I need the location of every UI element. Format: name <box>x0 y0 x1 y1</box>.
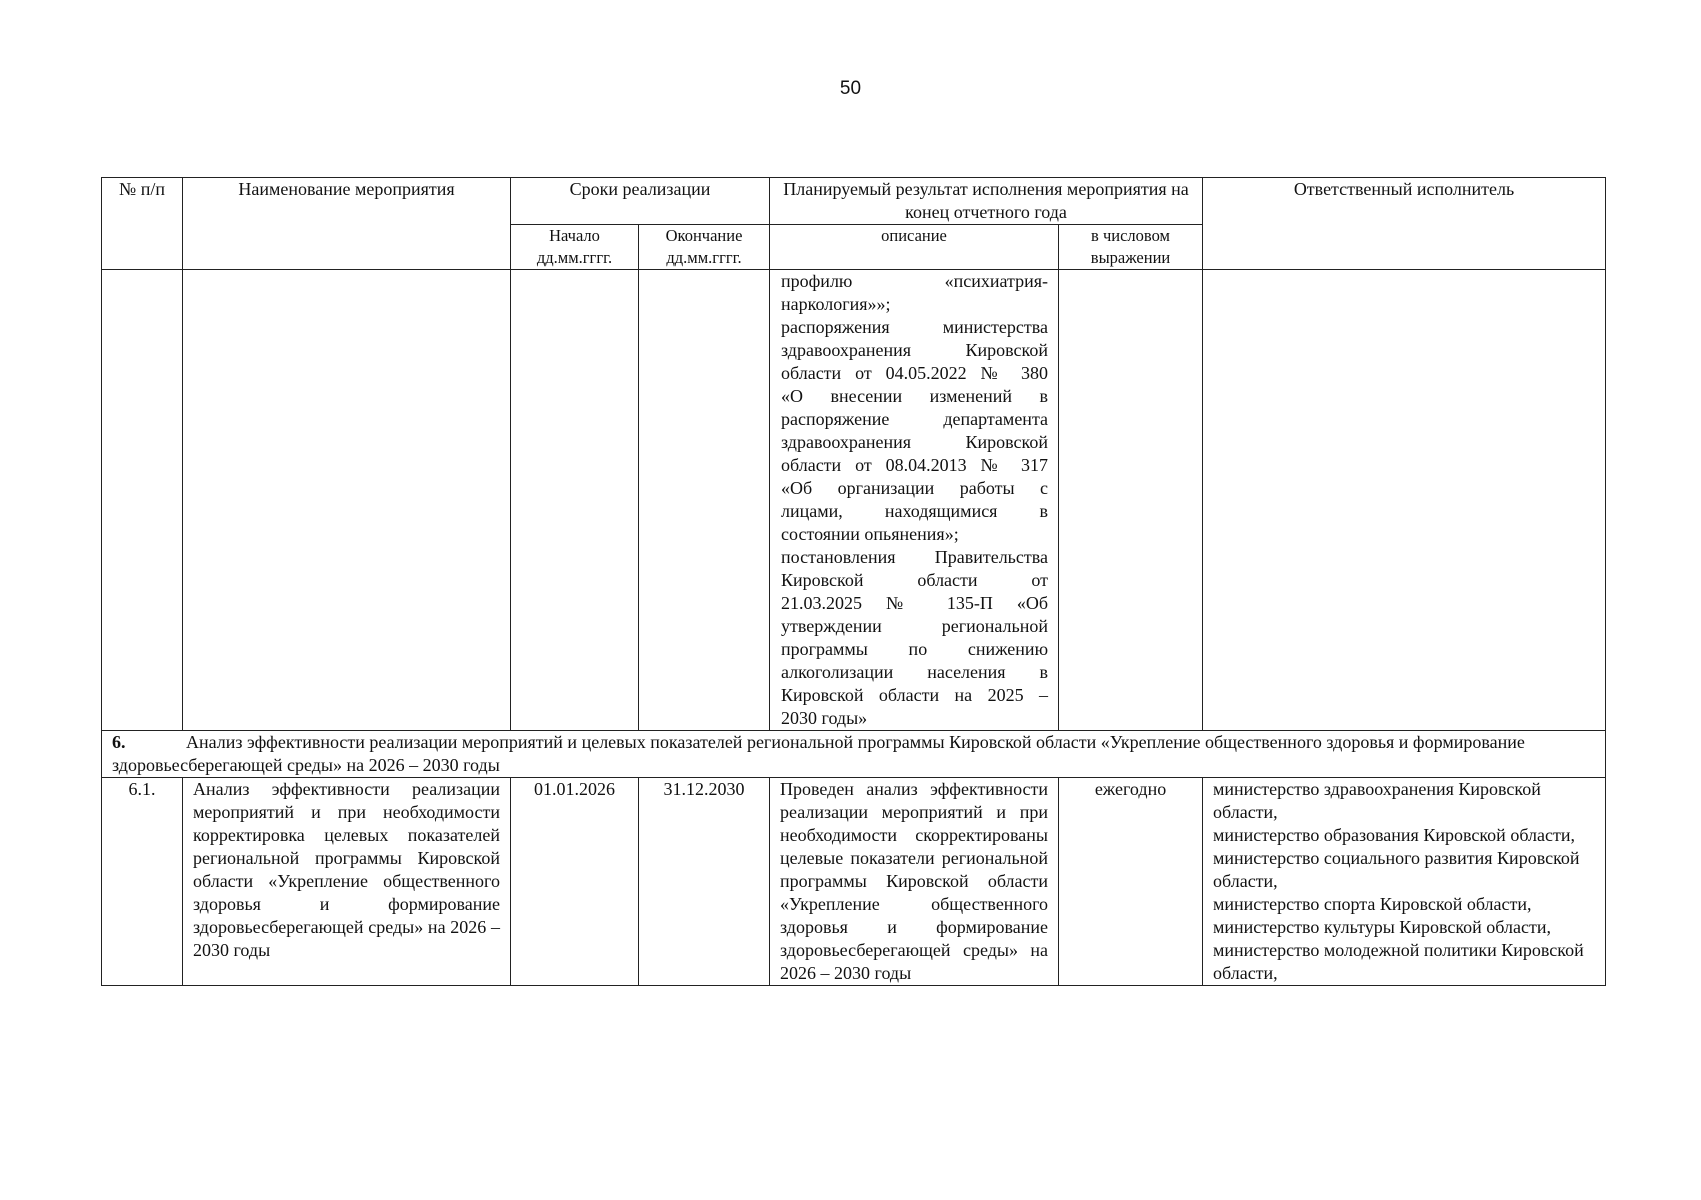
row-start: 01.01.2026 <box>511 778 639 986</box>
cont-numeric-cell <box>1059 270 1203 731</box>
responsible-item: министерство спорта Кировской области, <box>1213 894 1532 914</box>
responsible-item: министерство социального развития Кировской области, <box>1213 848 1580 891</box>
cont-end-cell <box>639 270 770 731</box>
header-start: Начало дд.мм.гггг. <box>511 225 639 270</box>
text-line: распоряжения министерства <box>781 317 1049 337</box>
text-line: наркология»»; <box>781 294 891 314</box>
header-num: № п/п <box>102 178 183 270</box>
text-line: лицами, находящимися в <box>781 501 1049 521</box>
text-line: области от 08.04.2013 № 317 <box>781 455 1049 475</box>
text-line: «О внесении изменений в <box>781 386 1049 406</box>
table-header-row <box>102 178 1606 225</box>
section-row <box>102 731 1606 778</box>
header-name: Наименование мероприятия <box>183 178 511 270</box>
text-line: 21.03.2025 № 135-П «Об <box>781 593 1049 613</box>
row-num: 6.1. <box>102 778 183 986</box>
text-line: состоянии опьянения»; <box>781 524 959 544</box>
text-line: здравоохранения Кировской <box>781 432 1049 452</box>
page-number: 50 <box>839 78 862 99</box>
text-line: «Об организации работы с <box>781 478 1049 498</box>
text-line: распоряжение департамента <box>781 409 1049 429</box>
text-line: области от 04.05.2022 № 380 <box>781 363 1049 383</box>
text-line: здравоохранения Кировской <box>781 340 1049 360</box>
cont-description-cell <box>770 270 1059 731</box>
cont-start-cell <box>511 270 639 731</box>
responsible-item: министерство молодежной политики Кировской области, <box>1213 940 1584 983</box>
row-description: Проведен анализ эффективности реализации мероприятий и при необходимости скорректированы целевые показатели региональной программы Кировской области «Укрепление общественного здоровья и формирование здоровьесберегающей среды» на 2026 – 2030 годы <box>770 778 1059 986</box>
row-name: Анализ эффективности реализации мероприятий и при необходимости корректировка целевых показателей региональной программы Кировской области «Укрепление общественного здоровья и формирование здоровьесберегающей среды» на 2026 – 2030 годы <box>183 778 511 986</box>
row-end: 31.12.2030 <box>639 778 770 986</box>
row-numeric: ежегодно <box>1059 778 1203 986</box>
header-result: Планируемый результат исполнения мероприятия на конец отчетного года <box>770 178 1203 225</box>
header-dates: Сроки реализации <box>511 178 770 225</box>
activities-table <box>101 177 1606 986</box>
text-line: Кировской области от <box>781 570 1049 590</box>
header-responsible: Ответственный исполнитель <box>1203 178 1606 270</box>
responsible-item: министерство культуры Кировской области, <box>1213 917 1551 937</box>
text-line: утверждении региональной <box>781 616 1049 636</box>
header-description: описание <box>770 225 1059 270</box>
row-responsible <box>1203 778 1606 986</box>
header-numeric: в числовом выражении <box>1059 225 1203 270</box>
section-number: 6. <box>112 732 126 752</box>
responsible-item: министерство образования Кировской области, <box>1213 825 1575 845</box>
cont-name-cell <box>183 270 511 731</box>
section-cell <box>102 731 1606 778</box>
responsible-item: министерство здравоохранения Кировской области, <box>1213 779 1541 822</box>
text-line: алкоголизации населения в <box>781 662 1049 682</box>
text-line: профилю «психиатрия- <box>781 271 1049 291</box>
table-row <box>102 778 1606 986</box>
text-line: постановления Правительства <box>781 547 1049 567</box>
header-end: Окончание дд.мм.гггг. <box>639 225 770 270</box>
text-line: программы по снижению <box>781 639 1049 659</box>
section-title: Анализ эффективности реализации мероприятий и целевых показателей региональной программы Кировской области «Укрепление общественного здоровья и формирование здоровьесберегающей среды» на 2026 – 2030 годы <box>112 732 1525 775</box>
text-line: Кировской области на 2025 – <box>781 685 1049 705</box>
cont-num-cell <box>102 270 183 731</box>
continuation-row <box>102 270 1606 731</box>
cont-responsible-cell <box>1203 270 1606 731</box>
text-line: 2030 годы» <box>781 708 868 728</box>
